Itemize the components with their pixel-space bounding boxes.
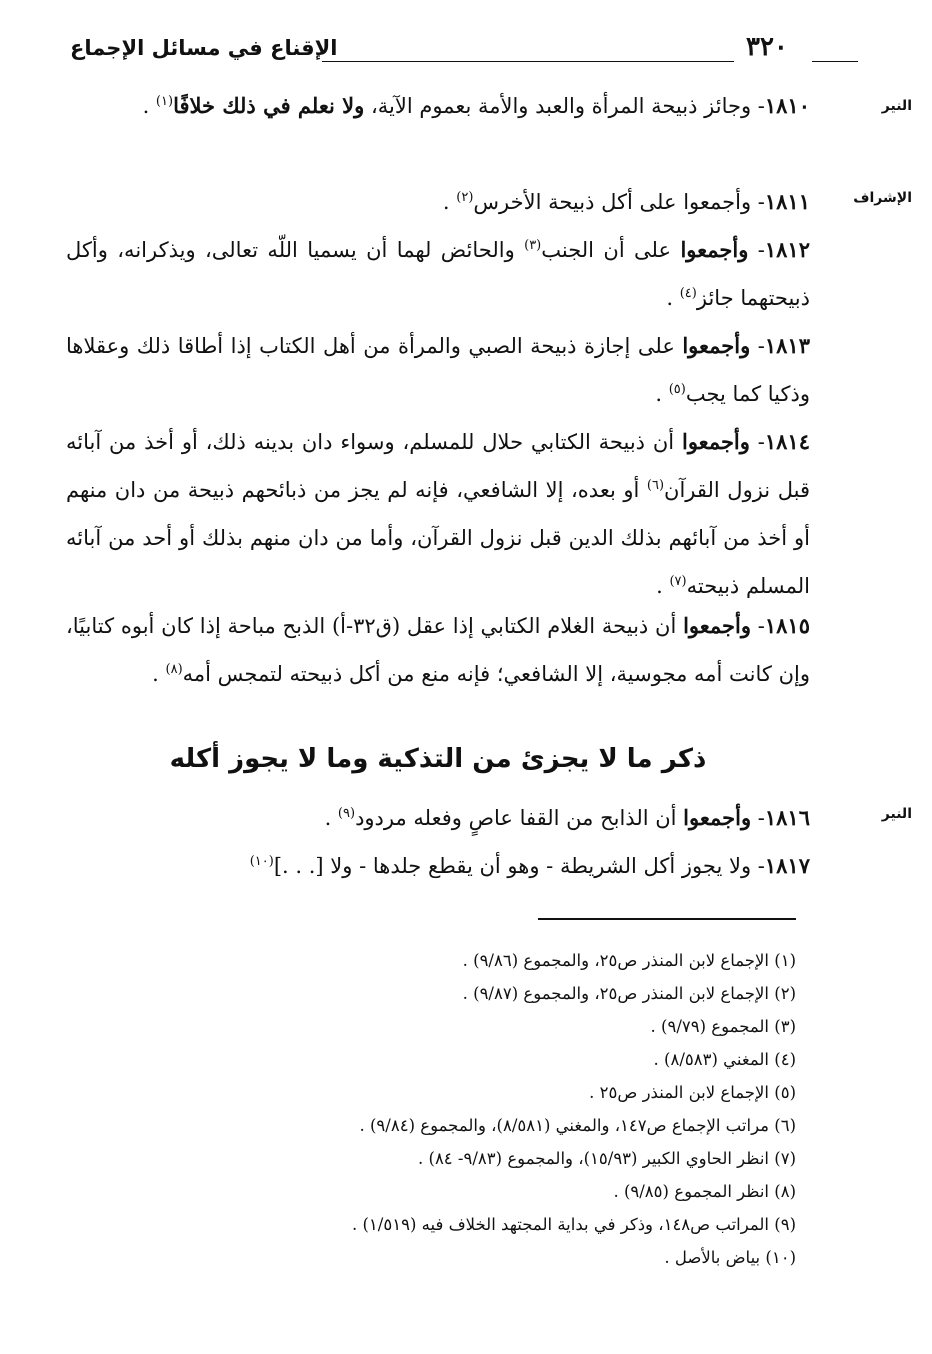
footnote-item: (٢) الإجماع لابن المنذر ص٢٥، والمجموع (٩/٨٧) . [462,984,796,1003]
footnote-item: (٧) انظر الحاوي الكبير (١٥/٩٣)، والمجموع (٩/٨٣- ٨٤) . [418,1149,796,1168]
entry-1813 [66,322,810,418]
entry-1810 [66,82,810,130]
entry-number: ١٨١٦ [764,805,810,830]
footnote-ref: (٥) [668,382,686,397]
entry-bold-text: ولا نعلم في ذلك خلافًا [173,93,365,118]
entry-1815 [66,602,810,698]
entry-text: والحائض لهما أن يسميا اللّه تعالى، ويذكرانه، وأكل ذبيحتهما جائز [66,238,810,310]
footnote-ref: (٩) [337,806,356,821]
entry-text: أن ذبيحة الغلام الكتابي إذا عقل (ق٣٢-أ) الذبح مباحة إذا كان أبوه كتابيًا، وإن كانت أمه مجوسية، إلا الشافعي؛ فإنه منع من أكل ذبيحته لتمجس أمه [66,614,810,686]
footnote-item: (٥) الإجماع لابن المنذر ص٢٥ . [589,1083,796,1102]
entry-dash: - [750,334,765,358]
entry-text: - وجائز ذبيحة المرأة والعبد والأمة بعموم الآية، [364,94,765,118]
footnote-ref: (٧) [669,574,687,589]
footnote-item: (٤) المغني (٨/٥٨٣) . [653,1050,796,1069]
entry-number: ١٨١٤ [764,429,810,454]
section-heading: ذكر ما لا يجزئ من التذكية وما لا يجوز أكله [169,744,707,774]
entry-1816 [66,794,810,842]
header-rule [322,61,734,62]
entry-number: ١٨١٠ [764,93,810,118]
entry-1817 [66,842,810,890]
footnote-item: (٩) المراتب ص١٤٨، وذكر في بداية المجتهد الخلاف فيه (١/٥١٩) . [351,1215,796,1234]
entry-number: ١٨١١ [764,189,810,214]
entry-end: . [442,190,457,214]
footnote-item: (١) الإجماع لابن المنذر ص٢٥، والمجموع (٩/٨٦) . [462,951,796,970]
entry-number: ١٨١٣ [764,333,810,358]
footnote-separator [538,918,796,920]
entry-end: . [142,94,156,118]
entry-number: ١٨١٥ [764,613,810,638]
entry-text: أن ذبيحة الكتابي حلال للمسلم، وسواء دان بدينه ذلك، أو أخذ من آبائه قبل نزول القرآن [66,430,810,502]
footnotes [200,944,796,1274]
margin-label-1811: الإشراف [853,190,912,206]
entry-dash: - [751,614,765,638]
entry-end: . [324,806,338,830]
entry-dash: - [748,238,765,262]
entry-bold-text: وأجمعوا [683,613,751,638]
footnote-ref: (١) [155,94,174,109]
entry-text: على أن الجنب [541,238,681,262]
footnote-ref: (٦) [646,478,665,493]
margin-label-1816: النير [881,806,912,822]
entry-bold-text: وأجمعوا [682,333,751,358]
footnote-ref: (٢) [456,190,474,205]
entry-1812 [66,226,810,322]
entry-bold-text: وأجمعوا [680,237,749,262]
entry-end: . [152,662,166,686]
entry-1811 [66,178,810,226]
entry-number: ١٨١٧ [764,853,810,878]
entry-bold-text: وأجمعوا [683,805,752,830]
page-number: ٣٢٠ [746,32,788,62]
margin-label-1810: النير [881,98,912,114]
entry-end: . [666,286,680,310]
footnote-ref: (٨) [165,662,183,677]
entry-dash: - [751,806,765,830]
running-header [60,28,830,74]
footnote-item: (١٠) بياض بالأصل . [664,1248,796,1267]
entry-bold-text: وأجمعوا [682,429,750,454]
entry-text: أن الذابح من القفا عاصٍ وفعله مردود [355,806,684,830]
footnote-item: (٨) انظر المجموع (٩/٨٥) . [613,1182,796,1201]
entry-number: ١٨١٢ [764,237,810,262]
header-dash [812,61,858,62]
entry-1814 [66,418,810,610]
entry-text: - وأجمعوا على أكل ذبيحة الأخرس [473,190,765,214]
entry-text: أو بعده، إلا الشافعي، فإنه لم يجز من ذبائحهم ذبيحة من دان منهم أو أخذ من آبائهم بذلك الدين قبل نزول القرآن، وأما من دان منهم بذلك أو أحد من آبائه المسلم ذبيحته [66,478,810,598]
footnote-ref: (١٠) [249,854,274,869]
entry-end: . [656,574,670,598]
book-title: الإقناع في مسائل الإجماع [70,36,338,60]
entry-end: . [655,382,669,406]
footnote-item: (٣) المجموع (٩/٧٩) . [650,1017,796,1036]
entry-text: - ولا يجوز أكل الشريطة - وهو أن يقطع جلدها - ولا [. . .] [273,854,765,878]
footnote-item: (٦) مراتب الإجماع ص١٤٧، والمغني (٨/٥٨١)، والمجموع (٩/٨٤) . [359,1116,796,1135]
footnote-ref: (٣) [524,238,542,253]
entry-dash: - [749,430,765,454]
footnote-ref: (٤) [679,286,697,301]
entry-text: على إجازة ذبيحة الصبي والمرأة من أهل الكتاب إذا أطاقا ذلك وعقلاها وذكيا كما يجب [66,334,810,406]
